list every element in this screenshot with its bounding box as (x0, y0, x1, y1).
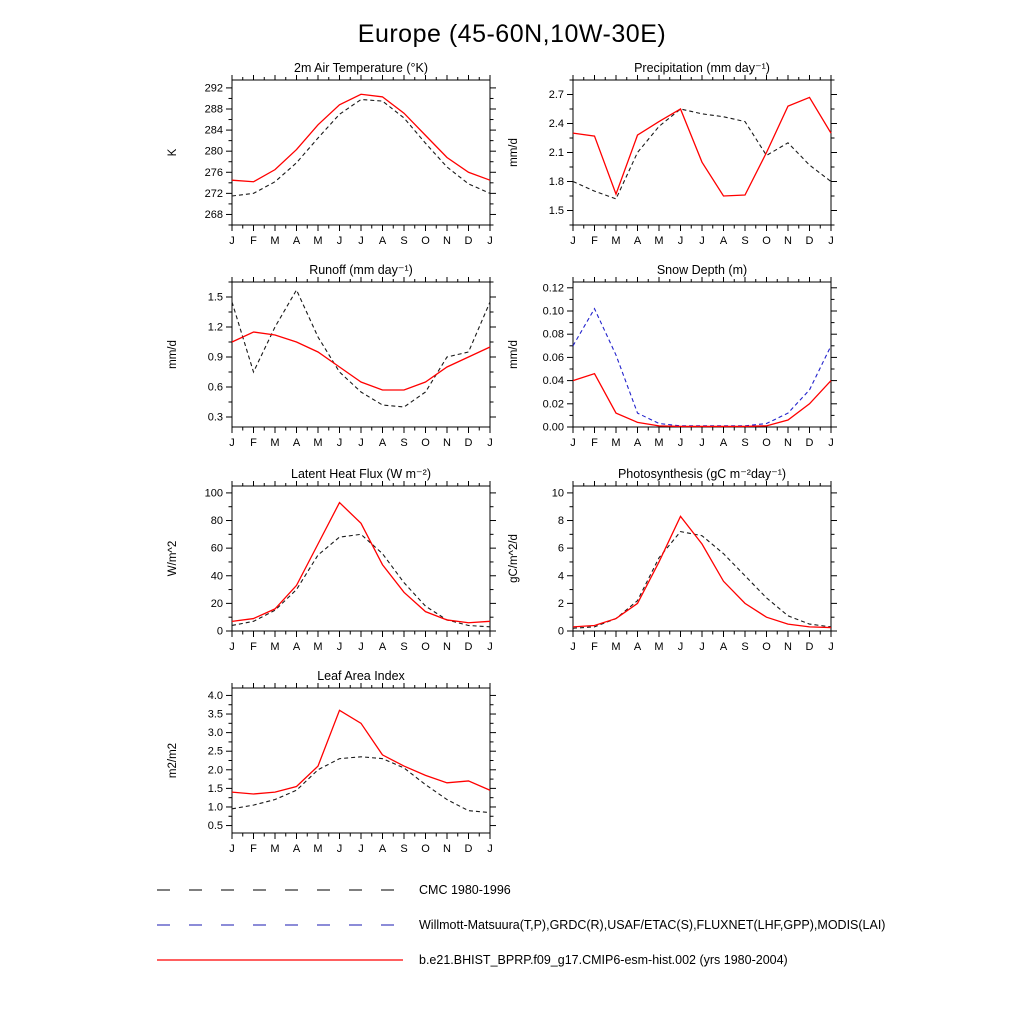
x-tick-label: A (633, 641, 642, 653)
x-tick-label: M (654, 437, 664, 449)
x-tick-label: A (719, 641, 728, 653)
legend-row-model (155, 942, 1015, 977)
y-tick-label: 0.02 (542, 398, 564, 411)
y-tick-label: 10 (551, 487, 564, 500)
x-tick-label: M (611, 235, 621, 247)
x-tick-label: F (591, 437, 598, 449)
series-line-0 (573, 109, 831, 199)
x-tick-label: O (421, 641, 430, 653)
series-line-0 (232, 534, 490, 627)
x-tick-label: O (421, 437, 430, 449)
x-tick-label: J (487, 437, 493, 449)
x-tick-label: N (784, 641, 792, 653)
x-tick-label: A (292, 437, 301, 449)
y-tick-label: 1.5 (207, 782, 223, 795)
x-tick-label: M (654, 235, 664, 247)
x-tick-label: J (487, 235, 493, 247)
x-tick-label: M (270, 235, 280, 247)
x-tick-label: S (741, 437, 749, 449)
x-tick-label: J (358, 843, 364, 855)
x-tick-label: S (400, 437, 408, 449)
chart-svg-latent-heat-flux (160, 466, 520, 696)
x-tick-label: M (654, 641, 664, 653)
tick-marks (567, 481, 837, 637)
y-tick-label: 60 (210, 542, 223, 555)
x-tick-label: A (292, 235, 301, 247)
x-tick-label: O (762, 235, 771, 247)
y-tick-label: 2 (557, 597, 564, 610)
y-axis-label: mm/d (508, 340, 520, 369)
y-tick-label: 3.5 (207, 708, 223, 721)
x-tick-label: J (358, 235, 364, 247)
chart-title: 2m Air Temperature (°K) (294, 61, 428, 75)
y-tick-label: 1.8 (548, 176, 564, 188)
legend-line-sample (155, 954, 405, 966)
y-tick-label: 2.0 (207, 764, 223, 777)
tick-marks (226, 75, 496, 231)
y-axis-label: W/m^2 (167, 540, 179, 577)
x-tick-label: D (805, 641, 814, 653)
x-tick-label: D (805, 437, 814, 449)
x-tick-label: J (699, 235, 705, 247)
series-line-1 (232, 710, 490, 794)
x-tick-label: J (358, 437, 364, 449)
chart-svg-photosynthesis (501, 466, 861, 696)
tick-marks (567, 277, 837, 433)
x-tick-label: F (591, 641, 598, 653)
y-tick-label: 0.08 (542, 328, 564, 341)
chart-title: Runoff (mm day⁻¹) (309, 263, 413, 277)
x-tick-label: J (699, 641, 705, 653)
x-tick-label: F (591, 235, 598, 247)
x-tick-label: A (378, 843, 387, 855)
x-tick-label: M (270, 437, 280, 449)
x-tick-label: M (611, 641, 621, 653)
x-tick-label: A (292, 843, 301, 855)
y-tick-label: 2.7 (548, 89, 564, 101)
plot-box (232, 486, 490, 631)
chart-title: Snow Depth (m) (656, 263, 748, 277)
y-tick-label: 40 (210, 570, 223, 583)
legend-row-observations (155, 907, 1015, 942)
x-tick-label: J (570, 641, 576, 653)
y-tick-label: 0.12 (542, 282, 564, 295)
y-tick-label: 0 (216, 625, 223, 638)
x-tick-label: M (270, 641, 280, 653)
x-tick-label: M (313, 843, 323, 855)
x-tick-label: A (633, 235, 642, 247)
tick-marks (567, 75, 837, 231)
x-tick-label: A (633, 437, 642, 449)
y-tick-label: 0.5 (207, 820, 223, 833)
x-tick-label: M (313, 437, 323, 449)
y-tick-label: 0.9 (207, 351, 223, 364)
x-tick-label: M (313, 641, 323, 653)
x-tick-label: A (378, 437, 387, 449)
legend-label: Willmott-Matsuura(T,P),GRDC(R),USAF/ETAC(S),FLUXNET(LHF,GPP),MODIS(LAI) (419, 917, 886, 932)
tick-marks (226, 683, 496, 839)
y-tick-label: 272 (204, 187, 223, 200)
x-tick-label: J (229, 235, 235, 247)
x-tick-label: F (250, 641, 257, 653)
chart-panel-photosynthesis (501, 466, 861, 696)
y-tick-label: 1.0 (207, 801, 223, 814)
x-tick-label: A (378, 235, 387, 247)
y-tick-label: 100 (204, 487, 223, 500)
plot-box (573, 486, 831, 631)
legend-label: CMC 1980-1996 (419, 882, 511, 897)
x-tick-label: J (336, 235, 343, 247)
x-tick-label: J (828, 235, 834, 247)
y-tick-label: 0.10 (542, 305, 564, 318)
x-tick-label: D (805, 235, 814, 247)
x-tick-label: S (400, 235, 408, 247)
x-tick-label: J (358, 641, 364, 653)
x-tick-label: J (487, 843, 493, 855)
x-tick-label: M (313, 235, 323, 247)
y-tick-label: 268 (204, 208, 223, 221)
x-tick-label: A (292, 641, 301, 653)
y-tick-label: 2.5 (207, 745, 223, 758)
x-tick-label: F (250, 843, 257, 855)
x-tick-label: S (400, 641, 408, 653)
x-tick-label: D (464, 235, 473, 247)
series-line-0 (232, 290, 490, 407)
legend-label: b.e21.BHIST_BPRP.f09_g17.CMIP6-esm-hist.002 (yrs 1980-2004) (419, 952, 788, 967)
x-tick-label: J (229, 843, 235, 855)
chart-title: Precipitation (mm day⁻¹) (634, 61, 770, 75)
x-tick-label: A (719, 235, 728, 247)
y-tick-label: 0 (557, 625, 564, 638)
chart-title: Leaf Area Index (317, 669, 405, 683)
x-tick-label: N (443, 843, 451, 855)
legend (155, 872, 1015, 977)
x-tick-label: S (741, 235, 749, 247)
y-tick-label: 4 (557, 570, 564, 583)
y-tick-label: 276 (204, 166, 223, 179)
chart-svg-leaf-area-index (160, 668, 520, 898)
y-tick-label: 4.0 (207, 689, 223, 702)
chart-panel-leaf-area-index (160, 668, 520, 898)
legend-line-sample (155, 884, 405, 896)
x-tick-label: O (421, 235, 430, 247)
tick-marks (226, 277, 496, 433)
y-tick-label: 0.3 (207, 411, 223, 424)
legend-line-sample (155, 919, 405, 931)
x-tick-label: J (828, 437, 834, 449)
chart-panel-latent-heat-flux (160, 466, 520, 696)
chart-panel-precipitation (501, 60, 861, 290)
y-tick-label: 1.2 (207, 321, 223, 334)
y-tick-label: 20 (210, 597, 223, 610)
y-axis-label: mm/d (508, 138, 520, 167)
x-tick-label: J (677, 235, 684, 247)
y-tick-label: 6 (557, 542, 564, 555)
series-line-1 (573, 516, 831, 627)
x-tick-label: J (336, 437, 343, 449)
series-line-0 (232, 100, 490, 196)
plot-box (232, 80, 490, 225)
x-tick-label: J (336, 843, 343, 855)
x-tick-label: J (677, 641, 684, 653)
plot-box (232, 688, 490, 833)
y-tick-label: 0.04 (542, 375, 564, 388)
x-tick-label: F (250, 437, 257, 449)
chart-panel-runoff (160, 262, 520, 492)
figure-title: Europe (45-60N,10W-30E) (357, 20, 667, 48)
chart-panel-snow-depth (501, 262, 861, 492)
y-tick-label: 2.4 (548, 118, 564, 130)
series-line-0 (573, 309, 831, 426)
y-tick-label: 8 (557, 515, 564, 528)
y-tick-label: 0.00 (542, 421, 564, 434)
x-tick-label: S (741, 641, 749, 653)
chart-svg-precipitation (501, 60, 861, 290)
plot-box (232, 282, 490, 427)
y-tick-label: 80 (210, 515, 223, 528)
x-tick-label: O (762, 641, 771, 653)
y-axis-label: m2/m2 (167, 742, 179, 779)
y-tick-label: 288 (204, 103, 223, 116)
chart-title: Photosynthesis (gC m⁻²day⁻¹) (617, 467, 787, 481)
x-tick-label: J (828, 641, 834, 653)
tick-marks (226, 481, 496, 637)
series-line-1 (232, 332, 490, 390)
y-axis-label: K (167, 148, 179, 157)
x-tick-label: J (229, 437, 235, 449)
x-tick-label: J (677, 437, 684, 449)
chart-panel-2m-air-temperature (160, 60, 520, 290)
x-tick-label: J (570, 437, 576, 449)
series-line-1 (573, 374, 831, 427)
y-axis-label: mm/d (167, 340, 179, 369)
series-line-0 (232, 757, 490, 813)
chart-title: Latent Heat Flux (W m⁻²) (291, 467, 431, 481)
series-line-1 (232, 94, 490, 182)
x-tick-label: N (784, 235, 792, 247)
y-tick-label: 0.6 (207, 381, 223, 394)
x-tick-label: J (487, 641, 493, 653)
y-tick-label: 280 (204, 145, 223, 158)
y-tick-label: 284 (204, 124, 223, 137)
x-tick-label: O (421, 843, 430, 855)
x-tick-label: S (400, 843, 408, 855)
x-tick-label: D (464, 843, 473, 855)
x-tick-label: D (464, 437, 473, 449)
legend-row-cmc (155, 872, 1015, 907)
plot-box (573, 80, 831, 225)
y-tick-label: 2.1 (548, 147, 564, 159)
x-tick-label: O (762, 437, 771, 449)
chart-svg-snow-depth (501, 262, 861, 492)
y-tick-label: 292 (204, 82, 223, 95)
x-tick-label: M (270, 843, 280, 855)
x-tick-label: M (611, 437, 621, 449)
x-tick-label: A (378, 641, 387, 653)
y-tick-label: 3.0 (207, 727, 223, 740)
chart-svg-runoff (160, 262, 520, 492)
x-tick-label: N (784, 437, 792, 449)
x-tick-label: J (336, 641, 343, 653)
y-tick-label: 1.5 (548, 205, 564, 217)
x-tick-label: F (250, 235, 257, 247)
y-tick-label: 1.5 (207, 291, 223, 304)
x-tick-label: N (443, 235, 451, 247)
x-tick-label: A (719, 437, 728, 449)
x-tick-label: N (443, 641, 451, 653)
chart-svg-2m-air-temperature (160, 60, 520, 290)
series-line-0 (573, 532, 831, 629)
x-tick-label: J (570, 235, 576, 247)
x-tick-label: D (464, 641, 473, 653)
y-axis-label: gC/m^2/d (508, 534, 520, 583)
x-tick-label: J (229, 641, 235, 653)
y-tick-label: 0.06 (542, 351, 564, 364)
x-tick-label: J (699, 437, 705, 449)
x-tick-label: N (443, 437, 451, 449)
series-line-1 (232, 503, 490, 623)
